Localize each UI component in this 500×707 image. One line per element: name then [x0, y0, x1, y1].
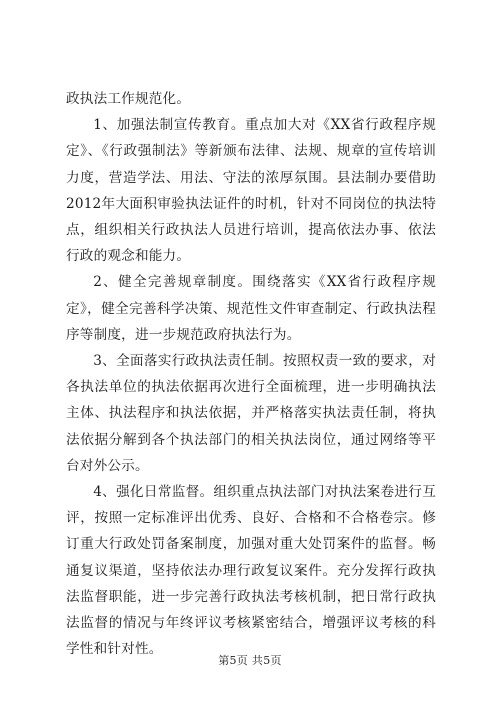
paragraph-rules-system: 2、健全完善规章制度。围绕落实《XX省行政程序规定》，健全完善科学决策、规范性文件审查制定、行政执法程序等制度，进一步规范政府执法行为。: [66, 274, 436, 343]
paragraph-daily-supervision: 4、强化日常监督。组织重点执法部门对执法案卷进行互评，按照一定标准评出优秀、良好、合格和不合格卷宗。修订重大行政处罚备案制度，加强对重大处罚案件的监督。畅通复议渠道，坚持依法办理行政复议案件。充分发挥行政执法监督职能，进一步完善行政执法考核机制，把日常行政执法监督的情况与年终评议考核紧密结合，增强评议考核的科学性和针对性。: [66, 484, 436, 658]
paragraph-legal-publicity: 1、加强法制宣传教育。重点加大对《XX省行政程序规定》、《行政强制法》等新颁布法律、法规、规章的宣传培训力度，营造学法、用法、守法的浓厚氛围。县法制办要借助2012年大面积审验执法证件的时机，针对不同岗位的执法特点，组织相关行政执法人员进行培训，提高依法办事、依法行政的观念和能力。: [66, 117, 436, 265]
page-footer: 第5页 共5页: [218, 654, 282, 667]
paragraph-responsibility-system: 3、全面落实行政执法责任制。按照权责一致的要求，对各执法单位的执法依据再次进行全面梳理，进一步明确执法主体、执法程序和执法依据，并严格落实执法责任制，将执法依据分解到各个执法部门的相关执法岗位，通过网络等平台对外公示。: [66, 353, 436, 474]
paragraph-continuation: 政执法工作规范化。: [66, 91, 191, 107]
document-body: [66, 86, 436, 662]
